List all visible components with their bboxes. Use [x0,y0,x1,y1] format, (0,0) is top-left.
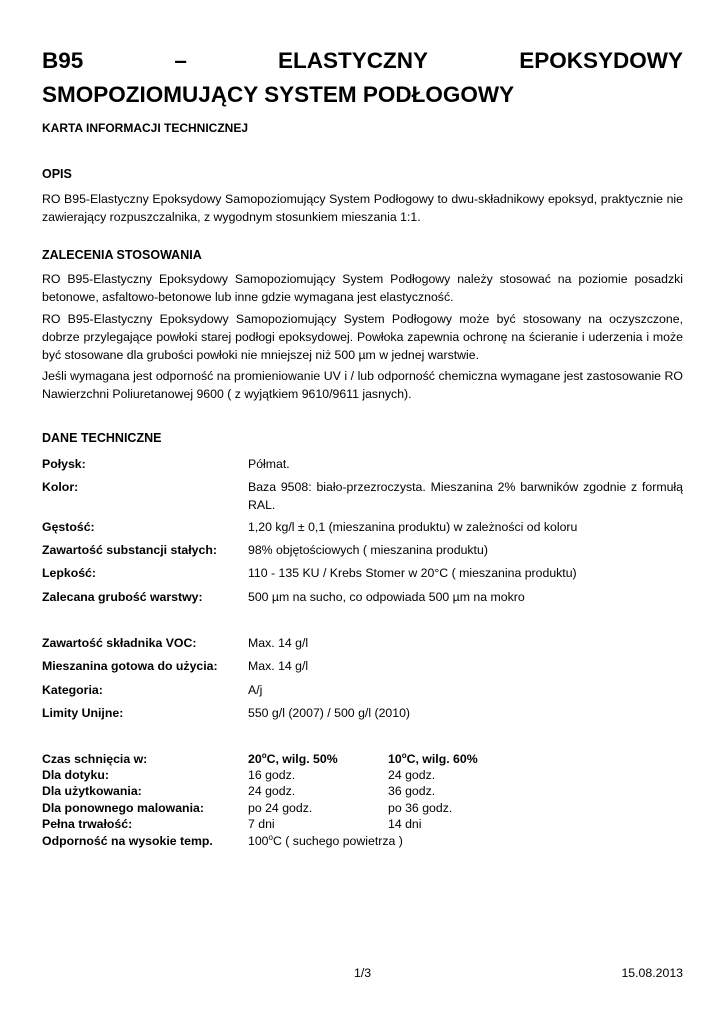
drying-col1-rest: C, wilg. 50% [266,752,338,766]
tech-value: 98% objętościowych ( mieszanina produktu) [248,543,488,557]
tech-value: A/j [248,683,263,697]
tech-label: Zawartość składnika VOC: [42,636,197,650]
zalecenia-paragraph-1: RO B95-Elastyczny Epoksydowy Samopoziomujący System Podłogowy należy stosować na poziomie posadzki betonowe, asfaltowo-betonowe lub inne gdzie wymagana jest elastyczność. [42,272,683,304]
tech-label: Kolor: [42,480,79,494]
degree-symbol: o [261,750,267,760]
tech-value: 550 g/l (2007) / 500 g/l (2010) [248,706,411,720]
title-word: EPOKSYDOWY [519,48,683,73]
drying-row-label: Dla ponownego malowania: [42,801,204,815]
drying-row-label: Pełna trwałość: [42,817,133,831]
drying-col1-temp: 20 [248,752,262,766]
heat-rest: C ( suchego powietrza ) [272,834,403,848]
title-line-1 [42,44,683,78]
drying-col2-header [388,751,478,768]
drying-row-c2: 14 dni [388,817,422,831]
tech-value: Max. 14 g/l [248,636,309,650]
drying-row-c2: po 36 godz. [388,801,453,815]
drying-label: Czas schnięcia w: [42,752,148,766]
drying-row-c1: po 24 godz. [248,801,313,815]
tech-label: Lepkość: [42,566,96,580]
zalecenia-paragraph-2: RO B95-Elastyczny Epoksydowy Samopoziomujący System Podłogowy może być stosowany na oczyszczone, dobrze przylegające powłoki starej podłogi epoksydowej. Powłoka zapewnia ochronę na ścieranie i uderzenia i może być stosowane dla grubości powłoki nie mniejszej niż 500 µm w jednej warstwie. [42,312,683,362]
degree-symbol: o [268,832,273,842]
drying-row-c1: 16 godz. [248,768,296,782]
tech-label: Mieszanina gotowa do użycia: [42,659,218,673]
page-title [42,44,683,112]
section-heading-dane: DANE TECHNICZNE [42,431,162,445]
title-word: ELASTYCZNY [278,48,429,73]
tech-label: Połysk: [42,457,86,471]
drying-row-label: Dla dotyku: [42,768,109,782]
drying-col2-temp: 10 [388,752,402,766]
drying-row-label: Dla użytkowania: [42,784,142,798]
tech-value: 1,20 kg/l ± 0,1 (mieszanina produktu) w zależności od koloru [248,520,578,534]
tech-label: Kategoria: [42,683,103,697]
tech-value: 500 µm na sucho, co odpowiada 500 µm na mokro [248,590,525,604]
tech-label: Limity Unijne: [42,706,124,720]
tech-label: Zawartość substancji stałych: [42,543,217,557]
heat-value [248,833,403,850]
tech-value: Półmat. [248,457,290,471]
document-date: 15.08.2013 [621,966,683,980]
title-word: B95 [42,48,84,73]
tech-label: Zalecana grubość warstwy: [42,590,203,604]
page-number: 1/3 [354,966,372,980]
heat-label: Odporność na wysokie temp. [42,834,213,848]
zalecenia-paragraph-3: Jeśli wymagana jest odporność na promieniowanie UV i / lub odporność chemiczna wymagane jest zastosowanie RO Nawierzchni Poliuretanowej 9600 ( z wyjątkiem 9610/9611 jasnych). [42,369,683,401]
section-heading-zalecenia: ZALECENIA STOSOWANIA [42,248,202,262]
tech-label: Gęstość: [42,520,95,534]
drying-col1-header [248,751,338,768]
section-heading-opis: OPIS [42,167,72,181]
document-subtitle: KARTA INFORMACJI TECHNICZNEJ [42,121,248,135]
opis-paragraph: RO B95-Elastyczny Epoksydowy Samopoziomujący System Podłogowy to dwu-składnikowy epoksyd, praktycznie nie zawierający rozpuszczalnika, z wygodnym stosunkiem mieszania 1:1. [42,192,683,224]
drying-row-c1: 24 godz. [248,784,296,798]
drying-row-c1: 7 dni [248,817,275,831]
drying-row-c2: 36 godz. [388,784,436,798]
heat-temp: 100 [248,834,269,848]
tech-value: Max. 14 g/l [248,659,309,673]
title-word: – [174,48,187,73]
degree-symbol: o [401,750,407,760]
tech-value: Baza 9508: biało-przezroczysta. Mieszanina 2% barwników zgodnie z formułą RAL. [248,480,683,512]
tech-value: 110 - 135 KU / Krebs Stomer w 20°C ( mieszanina produktu) [248,566,577,580]
drying-row-c2: 24 godz. [388,768,436,782]
title-line-2: SMOPOZIOMUJĄCY SYSTEM PODŁOGOWY [42,82,515,107]
drying-col2-rest: C, wilg. 60% [406,752,478,766]
